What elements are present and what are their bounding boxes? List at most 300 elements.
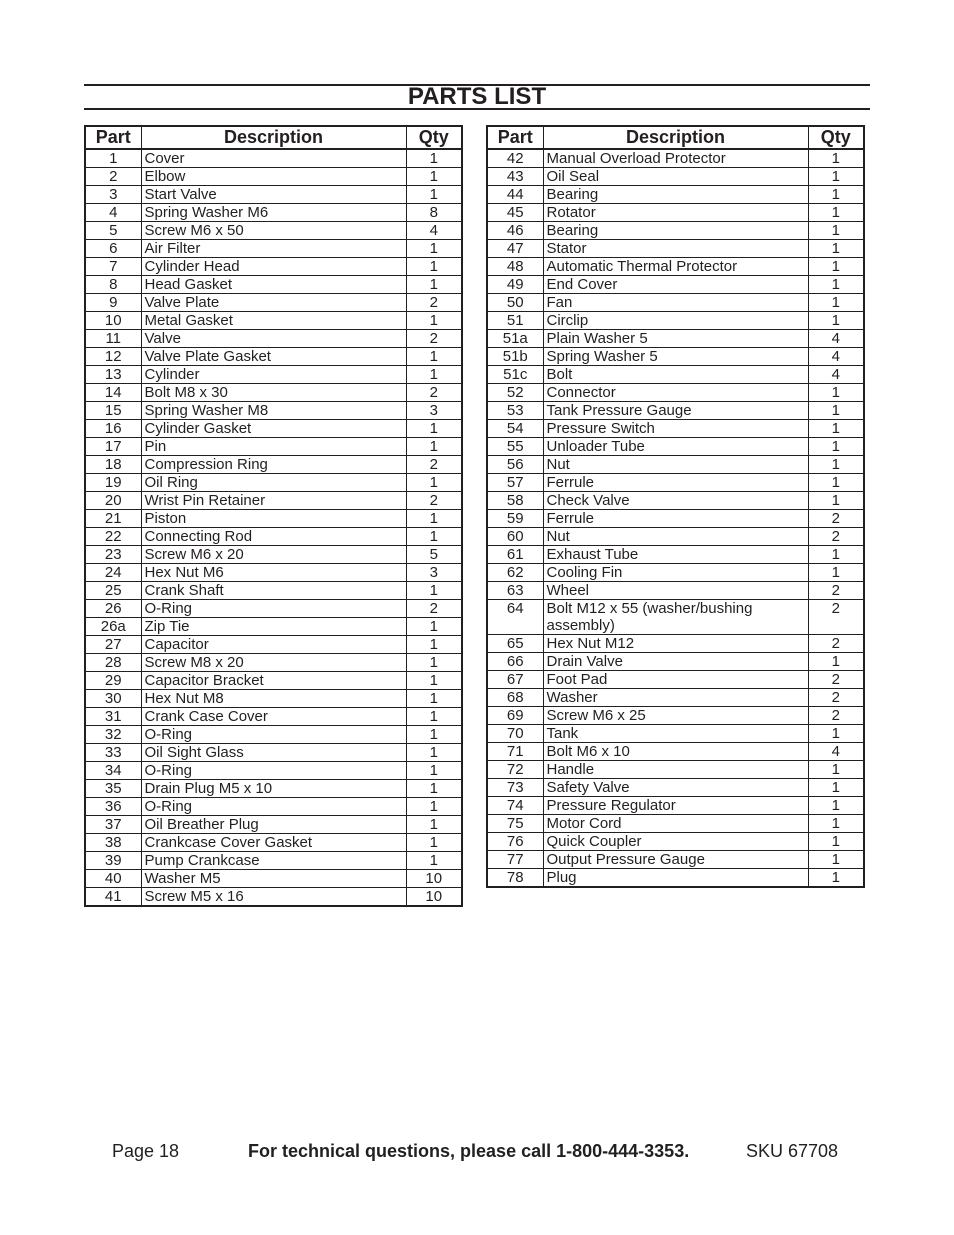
description-cell: Oil Ring [141,474,406,492]
table-row [487,438,864,456]
qty-cell: 1 [406,420,462,438]
part-number-cell: 73 [487,779,543,797]
table-row [85,798,462,816]
description-cell: Screw M6 x 50 [141,222,406,240]
qty-cell: 4 [808,743,864,761]
part-number-cell: 26a [85,618,141,636]
header-description: Description [543,126,808,149]
qty-cell: 2 [406,294,462,312]
table-row [487,725,864,743]
table-row [487,779,864,797]
qty-cell: 1 [406,312,462,330]
parts-table-left-body [85,149,462,906]
description-cell: Pin [141,438,406,456]
qty-cell: 2 [808,635,864,653]
table-row [85,582,462,600]
description-cell: Tank [543,725,808,743]
table-row [85,672,462,690]
part-number-cell: 66 [487,653,543,671]
qty-cell: 1 [406,240,462,258]
description-cell: Unloader Tube [543,438,808,456]
table-row [487,348,864,366]
table-row [85,780,462,798]
description-cell: Tank Pressure Gauge [543,402,808,420]
description-cell: Bolt M8 x 30 [141,384,406,402]
table-row [487,204,864,222]
part-number-cell: 3 [85,186,141,204]
qty-cell: 1 [406,348,462,366]
part-number-cell: 42 [487,149,543,168]
description-cell: Crank Shaft [141,582,406,600]
table-row [487,456,864,474]
table-row [85,456,462,474]
table-row [487,366,864,384]
description-cell: Rotator [543,204,808,222]
qty-cell: 3 [406,564,462,582]
page-title: PARTS LIST [407,83,547,110]
header-part: Part [487,126,543,149]
table-row [85,276,462,294]
qty-cell: 1 [406,654,462,672]
part-number-cell: 70 [487,725,543,743]
table-row [487,240,864,258]
table-row [85,600,462,618]
description-cell: Exhaust Tube [543,546,808,564]
part-number-cell: 39 [85,852,141,870]
part-number-cell: 41 [85,888,141,907]
qty-cell: 1 [406,690,462,708]
table-row [85,204,462,222]
part-number-cell: 46 [487,222,543,240]
table-row [85,420,462,438]
part-number-cell: 51b [487,348,543,366]
part-number-cell: 11 [85,330,141,348]
part-number-cell: 23 [85,546,141,564]
part-number-cell: 19 [85,474,141,492]
qty-cell: 1 [406,636,462,654]
qty-cell: 1 [406,510,462,528]
description-cell: Pump Crankcase [141,852,406,870]
table-row [85,852,462,870]
qty-cell: 1 [406,744,462,762]
qty-cell: 1 [808,815,864,833]
part-number-cell: 67 [487,671,543,689]
part-number-cell: 16 [85,420,141,438]
qty-cell: 1 [808,186,864,204]
part-number-cell: 53 [487,402,543,420]
part-number-cell: 18 [85,456,141,474]
description-cell: Output Pressure Gauge [543,851,808,869]
description-cell: Elbow [141,168,406,186]
table-row [487,797,864,815]
description-cell: O-Ring [141,600,406,618]
qty-cell: 1 [808,492,864,510]
table-row [85,402,462,420]
part-number-cell: 51 [487,312,543,330]
table-row [487,761,864,779]
description-cell: Oil Breather Plug [141,816,406,834]
qty-cell: 1 [808,168,864,186]
part-number-cell: 22 [85,528,141,546]
description-cell: O-Ring [141,798,406,816]
table-row [487,474,864,492]
qty-cell: 1 [406,474,462,492]
description-cell: Metal Gasket [141,312,406,330]
table-row [85,240,462,258]
description-cell: Plug [543,869,808,888]
table-row [487,833,864,851]
description-cell: Start Valve [141,186,406,204]
title-rule-bottom [84,108,870,110]
qty-cell: 1 [808,833,864,851]
description-cell: Drain Valve [543,653,808,671]
table-row [487,186,864,204]
description-cell: Cylinder Gasket [141,420,406,438]
description-cell: Oil Sight Glass [141,744,406,762]
qty-cell: 1 [808,851,864,869]
qty-cell: 2 [808,510,864,528]
description-cell: Foot Pad [543,671,808,689]
qty-cell: 1 [406,366,462,384]
part-number-cell: 6 [85,240,141,258]
description-cell: Safety Valve [543,779,808,797]
part-number-cell: 24 [85,564,141,582]
description-cell: Fan [543,294,808,312]
table-row [487,276,864,294]
part-number-cell: 17 [85,438,141,456]
description-cell: Nut [543,528,808,546]
table-row [85,528,462,546]
table-row [487,402,864,420]
page-number: Page 18 [112,1141,180,1161]
part-number-cell: 64 [487,600,543,635]
qty-cell: 1 [406,528,462,546]
part-number-cell: 62 [487,564,543,582]
part-number-cell: 13 [85,366,141,384]
qty-cell: 1 [406,708,462,726]
part-number-cell: 56 [487,456,543,474]
qty-cell: 1 [808,312,864,330]
qty-cell: 1 [808,564,864,582]
qty-cell: 1 [808,402,864,420]
table-row [487,582,864,600]
part-number-cell: 4 [85,204,141,222]
header-description: Description [141,126,406,149]
qty-cell: 1 [808,276,864,294]
description-cell: Crank Case Cover [141,708,406,726]
table-row [487,420,864,438]
part-number-cell: 43 [487,168,543,186]
description-cell: End Cover [543,276,808,294]
part-number-cell: 1 [85,149,141,168]
part-number-cell: 57 [487,474,543,492]
qty-cell: 3 [406,402,462,420]
description-cell: Spring Washer 5 [543,348,808,366]
table-row [85,312,462,330]
part-number-cell: 52 [487,384,543,402]
table-header-row [85,126,462,149]
qty-cell: 1 [406,149,462,168]
table-row [85,510,462,528]
part-number-cell: 21 [85,510,141,528]
description-cell: Pressure Regulator [543,797,808,815]
part-number-cell: 29 [85,672,141,690]
table-row [85,186,462,204]
part-number-cell: 60 [487,528,543,546]
qty-cell: 1 [808,258,864,276]
qty-cell: 1 [808,869,864,888]
table-row [487,635,864,653]
part-number-cell: 76 [487,833,543,851]
description-cell: Screw M6 x 25 [543,707,808,725]
table-row [85,708,462,726]
qty-cell: 1 [808,474,864,492]
table-row [487,564,864,582]
table-row [85,438,462,456]
description-cell: Circlip [543,312,808,330]
parts-table-left [84,125,463,907]
part-number-cell: 77 [487,851,543,869]
description-cell: Bolt M12 x 55 (washer/bushing assembly) [543,600,808,635]
qty-cell: 1 [808,546,864,564]
qty-cell: 2 [808,600,864,635]
part-number-cell: 59 [487,510,543,528]
description-cell: Hex Nut M12 [543,635,808,653]
qty-cell: 1 [808,438,864,456]
part-number-cell: 71 [487,743,543,761]
description-cell: Screw M5 x 16 [141,888,406,907]
table-row [85,726,462,744]
part-number-cell: 36 [85,798,141,816]
part-number-cell: 65 [487,635,543,653]
table-row [85,744,462,762]
qty-cell: 2 [808,707,864,725]
part-number-cell: 75 [487,815,543,833]
part-number-cell: 78 [487,869,543,888]
part-number-cell: 34 [85,762,141,780]
table-row [85,474,462,492]
description-cell: Bolt [543,366,808,384]
qty-cell: 2 [406,492,462,510]
part-number-cell: 8 [85,276,141,294]
qty-cell: 2 [808,528,864,546]
table-row [487,600,864,635]
qty-cell: 1 [808,725,864,743]
part-number-cell: 61 [487,546,543,564]
description-cell: Cooling Fin [543,564,808,582]
part-number-cell: 2 [85,168,141,186]
part-number-cell: 68 [487,689,543,707]
description-cell: O-Ring [141,726,406,744]
part-number-cell: 44 [487,186,543,204]
parts-table-right-body [487,149,864,887]
qty-cell: 2 [808,582,864,600]
part-number-cell: 26 [85,600,141,618]
table-row [487,258,864,276]
table-row [487,707,864,725]
part-number-cell: 47 [487,240,543,258]
part-number-cell: 10 [85,312,141,330]
part-number-cell: 72 [487,761,543,779]
table-row [85,654,462,672]
table-row [85,348,462,366]
description-cell: Compression Ring [141,456,406,474]
header-qty: Qty [808,126,864,149]
part-number-cell: 30 [85,690,141,708]
description-cell: Washer M5 [141,870,406,888]
table-row [85,870,462,888]
qty-cell: 2 [406,456,462,474]
part-number-cell: 28 [85,654,141,672]
part-number-cell: 35 [85,780,141,798]
table-row [85,294,462,312]
table-row [487,294,864,312]
qty-cell: 10 [406,870,462,888]
description-cell: Screw M8 x 20 [141,654,406,672]
part-number-cell: 50 [487,294,543,312]
qty-cell: 1 [406,258,462,276]
description-cell: Motor Cord [543,815,808,833]
part-number-cell: 15 [85,402,141,420]
table-row [487,384,864,402]
table-row [85,168,462,186]
description-cell: Spring Washer M8 [141,402,406,420]
table-row [487,510,864,528]
qty-cell: 1 [406,276,462,294]
table-row [487,330,864,348]
qty-cell: 1 [808,149,864,168]
description-cell: Ferrule [543,474,808,492]
part-number-cell: 5 [85,222,141,240]
qty-cell: 1 [406,816,462,834]
part-number-cell: 9 [85,294,141,312]
qty-cell: 1 [406,438,462,456]
description-cell: Washer [543,689,808,707]
qty-cell: 2 [808,671,864,689]
part-number-cell: 51c [487,366,543,384]
description-cell: Bolt M6 x 10 [543,743,808,761]
part-number-cell: 48 [487,258,543,276]
qty-cell: 8 [406,204,462,222]
description-cell: O-Ring [141,762,406,780]
description-cell: Bearing [543,222,808,240]
description-cell: Piston [141,510,406,528]
table-row [85,762,462,780]
table-row [487,671,864,689]
description-cell: Screw M6 x 20 [141,546,406,564]
description-cell: Manual Overload Protector [543,149,808,168]
qty-cell: 1 [808,653,864,671]
qty-cell: 1 [406,780,462,798]
table-row [85,222,462,240]
description-cell: Cover [141,149,406,168]
qty-cell: 1 [406,582,462,600]
description-cell: Zip Tie [141,618,406,636]
qty-cell: 1 [808,779,864,797]
qty-cell: 1 [808,204,864,222]
part-number-cell: 25 [85,582,141,600]
qty-cell: 4 [406,222,462,240]
part-number-cell: 31 [85,708,141,726]
qty-cell: 1 [808,294,864,312]
qty-cell: 1 [808,761,864,779]
description-cell: Hex Nut M8 [141,690,406,708]
table-row [85,834,462,852]
table-row [85,366,462,384]
qty-cell: 1 [406,168,462,186]
part-number-cell: 45 [487,204,543,222]
part-number-cell: 69 [487,707,543,725]
table-row [487,312,864,330]
qty-cell: 1 [406,852,462,870]
qty-cell: 1 [406,834,462,852]
table-row [487,492,864,510]
support-phone-text: For technical questions, please call 1-800-444-3353. [248,1141,690,1161]
table-row [487,149,864,168]
qty-cell: 2 [406,330,462,348]
description-cell: Capacitor [141,636,406,654]
qty-cell: 1 [808,240,864,258]
table-row [487,168,864,186]
part-number-cell: 32 [85,726,141,744]
table-row [85,546,462,564]
part-number-cell: 20 [85,492,141,510]
table-row [487,815,864,833]
qty-cell: 1 [808,222,864,240]
description-cell: Connecting Rod [141,528,406,546]
description-cell: Air Filter [141,240,406,258]
description-cell: Nut [543,456,808,474]
description-cell: Crankcase Cover Gasket [141,834,406,852]
table-row [487,528,864,546]
qty-cell: 10 [406,888,462,907]
table-header-row [487,126,864,149]
qty-cell: 1 [808,456,864,474]
qty-cell: 1 [406,672,462,690]
description-cell: Automatic Thermal Protector [543,258,808,276]
table-row [487,869,864,888]
part-number-cell: 55 [487,438,543,456]
table-row [85,384,462,402]
part-number-cell: 54 [487,420,543,438]
description-cell: Ferrule [543,510,808,528]
table-row [85,258,462,276]
table-row [487,743,864,761]
description-cell: Quick Coupler [543,833,808,851]
table-row [85,149,462,168]
description-cell: Cylinder [141,366,406,384]
description-cell: Valve [141,330,406,348]
qty-cell: 4 [808,348,864,366]
table-row [85,564,462,582]
qty-cell: 1 [808,384,864,402]
description-cell: Cylinder Head [141,258,406,276]
table-row [487,851,864,869]
part-number-cell: 58 [487,492,543,510]
description-cell: Stator [543,240,808,258]
part-number-cell: 33 [85,744,141,762]
part-number-cell: 14 [85,384,141,402]
part-number-cell: 37 [85,816,141,834]
part-number-cell: 7 [85,258,141,276]
parts-table-right [486,125,865,888]
part-number-cell: 51a [487,330,543,348]
part-number-cell: 12 [85,348,141,366]
description-cell: Plain Washer 5 [543,330,808,348]
qty-cell: 1 [406,618,462,636]
table-row [85,636,462,654]
description-cell: Hex Nut M6 [141,564,406,582]
